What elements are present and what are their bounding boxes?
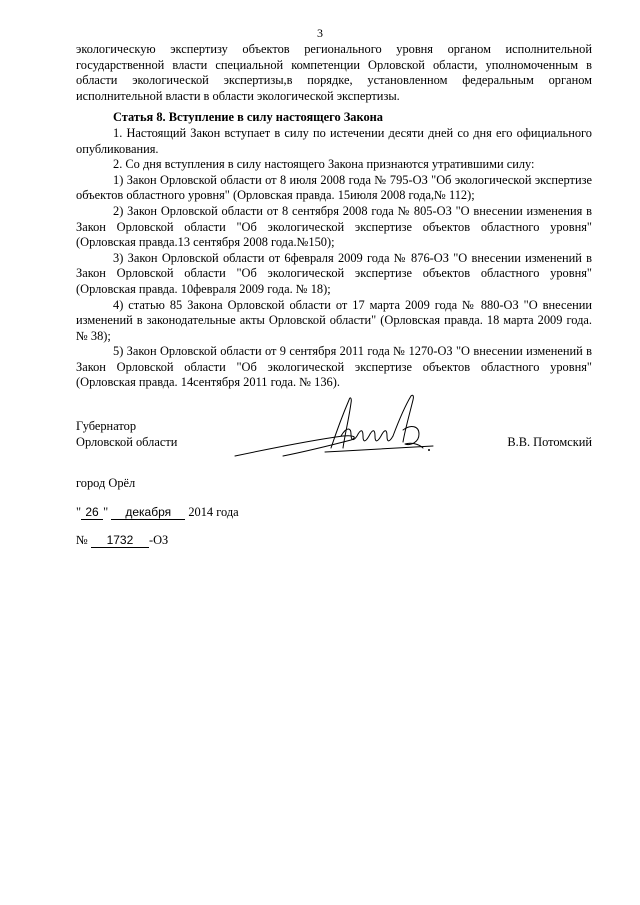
signatory-position — [76, 419, 177, 450]
number-suffix: -ОЗ — [148, 533, 169, 547]
signatory-name: В.В. Потомский — [507, 434, 592, 449]
paragraph-continued: экологическую экспертизу объектов регионального уровня органом исполнительной государственной власти специальной компетенции Орловской области, уполномоченным в области экологической экспертизы,в порядке, установленном федеральным органом исполнительной власти в области экологической экспертизы. — [76, 42, 592, 103]
number-prefix: № — [76, 533, 88, 547]
date-close-quote: " — [103, 505, 109, 519]
date-year: 2014 года — [188, 505, 239, 519]
repealed-law-item: 4) статью 85 Закона Орловской области от 17 марта 2009 года № 880-ОЗ "О внесении изменений в законодательные акты Орловской области" (Орловская правда. 18 марта 2009 года. № 38); — [76, 297, 592, 343]
article-heading: Статья 8. Вступление в силу настоящего Закона — [113, 110, 383, 125]
handwritten-signature — [233, 390, 443, 470]
date-month: декабря — [111, 506, 185, 520]
city-line: город Орёл — [76, 476, 136, 490]
paragraph-clause-2: 2. Со дня вступления в силу настоящего Закона признаются утратившими силу: — [113, 157, 535, 172]
signatory-position-line-1: Губернатор — [76, 419, 137, 433]
repealed-law-item: 1) Закон Орловской области от 8 июля 2008 года № 795-ОЗ "Об экологической экспертизе объектов областного уровня" (Орловская правда. 15июля 2008 года,№ 112); — [76, 172, 592, 203]
date-day: 26 — [81, 506, 103, 520]
page-number: 3 — [317, 26, 323, 40]
signing-date — [76, 505, 239, 521]
number-value: 1732 — [91, 534, 149, 548]
date-open-quote: " — [76, 505, 82, 519]
paragraph-clause-1: 1. Настоящий Закон вступает в силу по истечении десяти дней со дня его официального опубликования. — [76, 125, 592, 156]
signatory-position-line-2: Орловской области — [76, 434, 178, 449]
repealed-law-item: 2) Закон Орловской области от 8 сентября 2008 года № 805-ОЗ "О внесении изменения в Закон Орловской области "Об экологической экспертизе объектов областного уровня" (Орловская правда.13 сентября 2008 года.№150); — [76, 203, 592, 250]
document-body — [76, 42, 592, 391]
repealed-law-item: 3) Закон Орловской области от 6февраля 2009 года № 876-ОЗ "О внесении изменений в Закон Орловской области "Об экологической экспертизе объектов областного уровня" (Орловская правда. 10февраля 2009 года. № 18); — [76, 250, 592, 296]
repealed-law-item: 5) Закон Орловской области от 9 сентября 2011 года № 1270-ОЗ "О внесении изменений в Закон Орловской области "Об экологической экспертизе объектов областного уровня" (Орловская правда. 14сентября 2011 года. № 136). — [76, 344, 592, 390]
law-number — [76, 533, 168, 549]
